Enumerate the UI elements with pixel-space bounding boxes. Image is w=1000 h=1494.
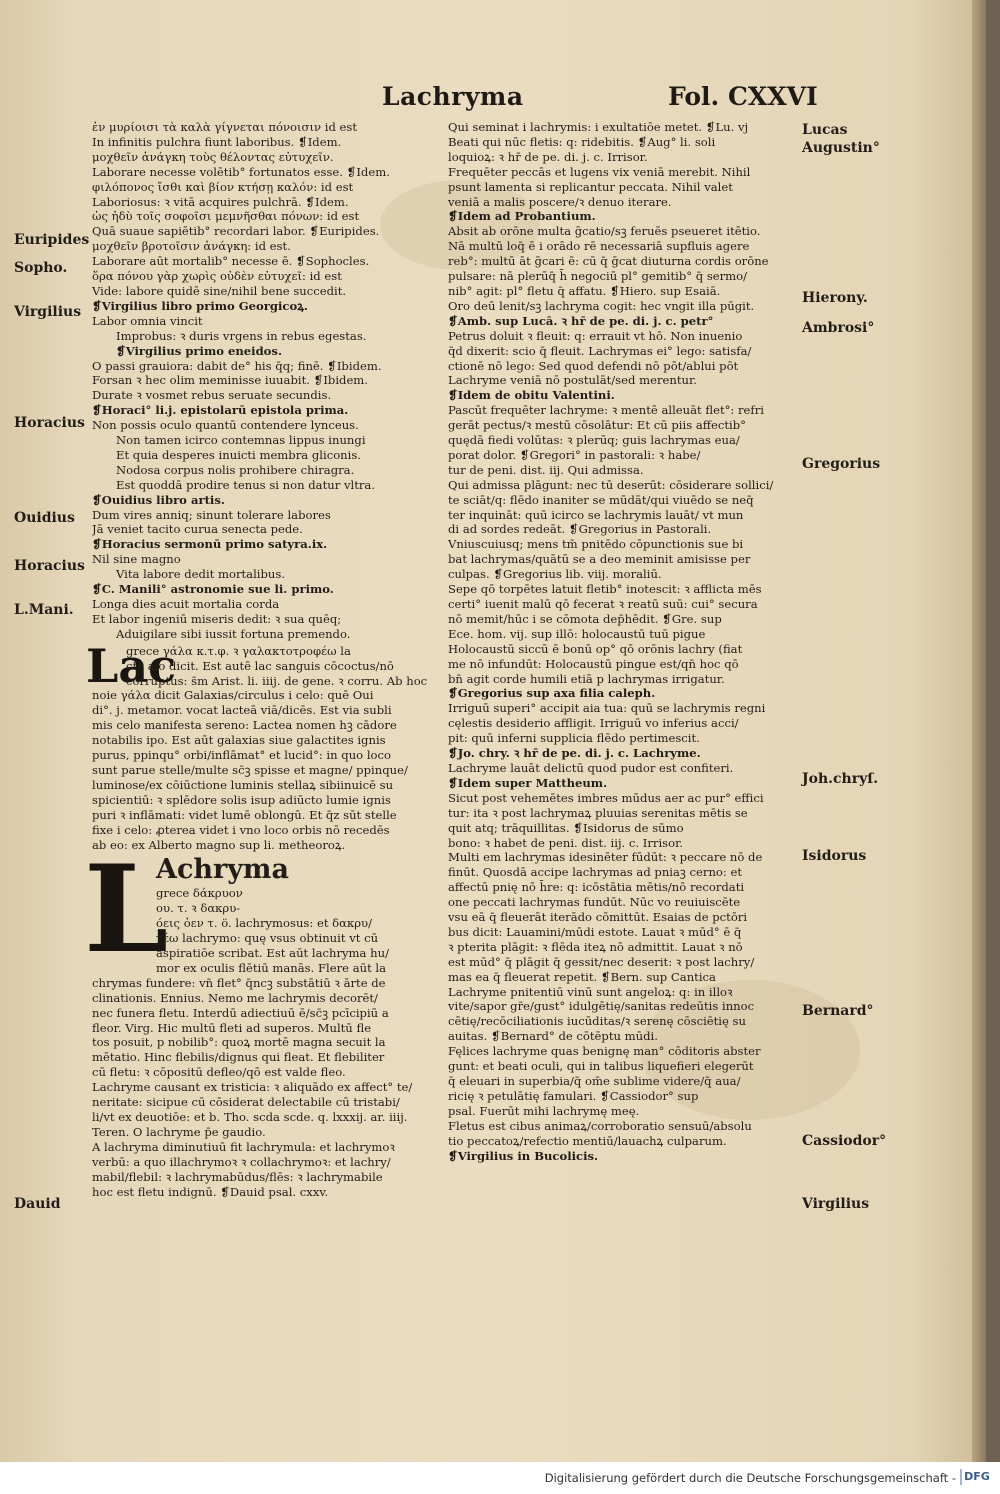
text-line: ὡς ἡδὺ τοῖς σοφοῖσι μεμνῆσθαι πόνων: id est <box>92 209 360 224</box>
text-line: bat lachrymas/quātū se a deo meminit amisisse per <box>448 552 751 567</box>
text-line: veniā a malis poscere/ꝛ denuo iterare. <box>448 194 672 209</box>
text-line: quit atq; trāquillitas. ❡Isidorus de sūmo <box>448 820 684 835</box>
text-line: cte alo dicit. Est autē lac sanguis cōcoctus/nō <box>126 658 394 673</box>
text-line: affectū pnię nō h̄re: q: icōstātia mētis/nō recordati <box>448 880 745 895</box>
text-line: Et quia desperes inuicti membra gliconis. <box>116 447 361 462</box>
text-line: cētię/recōciliationis iucūditas/ꝛ serenę cōsciētię su <box>448 1014 746 1029</box>
text-line: auitas. ❡Bernard° de cōtēptu mūdi. <box>448 1029 658 1044</box>
text-line: Longa dies acuit mortalia corda <box>92 597 280 611</box>
text-line: nō memit/hūc i se cōmota dep̄hēdit. ❡Gre. sup <box>448 611 722 626</box>
text-line: purus, ppinqu° orbi/inflāmat° et lucid°: in quo loco <box>92 748 391 763</box>
text-line: grece δάκρυον <box>156 886 243 901</box>
text-line: pulsare: nā plerūq̄ h̄ negociū pl° gemitib° q̄ sermo/ <box>448 269 748 284</box>
text-line: psunt lamenta si replicantur peccata. Nihil valet <box>448 179 733 194</box>
text-line: mis celo manifesta sereno: Lactea nomen hꝫ cādore <box>92 718 397 733</box>
text-line: porat dolor. ❡Gregori° in pastorali: ꝛ habe/ <box>448 447 701 462</box>
text-line: ❡Idem super Mattheum. <box>448 775 608 790</box>
text-line: verbū: a quo illachrymoꝛ ꝛ collachrymoꝛ: et lachry/ <box>92 1154 391 1169</box>
text-line: Et labor ingeniū miseris dedit: ꝛ sua quēq; <box>92 611 342 626</box>
text-line: Qui admissa plāgunt: nec tū deserūt: cōsiderare sollici/ <box>448 477 774 492</box>
margin-note: L.Mani. <box>14 602 74 618</box>
text-line: mētatio. Hinc flebilis/dignus qui fleat. Et flebiliter <box>92 1050 385 1065</box>
text-line: ❡Amb. sup Lucā. ꝛ hr̄ de pe. di. j. c. petr° <box>448 313 714 328</box>
text-line: Non tamen icirco contemnas lippus inungi <box>116 433 366 448</box>
text-line: Ece. hom. vij. sup illō: holocaustū tuū pigue <box>448 626 706 641</box>
margin-note: Horacius <box>14 415 85 431</box>
text-line: Nodosa corpus nolis prohibere chiragra. <box>116 462 355 477</box>
text-line: tos posuit, p nobilib°: quoꝝ mortē magna secuit la <box>92 1035 386 1050</box>
column-right <box>448 120 798 1163</box>
text-line: mas ea q̄ fleuerat repetit. ❡Bern. sup Cantica <box>448 969 716 984</box>
margin-note: Ouidius <box>14 510 75 526</box>
text-line: fixe i celo: ꝓterea videt i vno loco orbis nō recedēs <box>92 822 390 837</box>
text-line: μοχθεῖν ἀνάγκη τοὺς θέλοντας εὐτυχεῖν. <box>92 149 334 164</box>
text-line: Holocaustū siccū ē bonū op° qō orōnis lachry (fiat <box>448 641 743 656</box>
text-line: culpas. ❡Gregorius lib. viij. moraliū. <box>448 567 662 582</box>
lachryma-headword: Achryma <box>156 854 289 886</box>
margin-note: Ambrosi° <box>802 320 875 336</box>
text-line: χέω lachrymo: quę vsus obtinuit vt cū <box>156 931 379 946</box>
page-edge <box>972 0 986 1462</box>
text-line: Labor omnia vincit <box>92 313 203 328</box>
text-line: hoc est fletu indignū. ❡Dauid psal. cxxv. <box>92 1184 329 1199</box>
text-line: Improbus: ꝛ duris vrgens in rebus egestas. <box>116 328 367 343</box>
margin-note: Hierony. <box>802 290 868 306</box>
text-line: Durate ꝛ vosmet rebus seruate secundis. <box>92 388 332 403</box>
footer-bar <box>0 1462 1000 1494</box>
text-line: tur: ita ꝛ post lachrymaꝝ pluuias serenitas mētis se <box>448 805 748 820</box>
text-line: sunt parue stelle/multe sc̄ꝫ spisse et magne/ ppinque/ <box>92 762 408 777</box>
text-line: ❡Jo. chry. ꝛ hr̄ de pe. di. j. c. Lachryme. <box>448 746 701 761</box>
text-line: fleor. Virg. Hic multū fleti ad superos. Multū fle <box>92 1020 372 1035</box>
margin-note: Cassiodor° <box>802 1133 887 1149</box>
text-line: Fęlices lachryme quas benignę man° cōditoris abster <box>448 1044 761 1059</box>
margin-note: Gregorius <box>802 456 881 472</box>
text-line: φιλόπονος ἴσθι καὶ βίον κτήσῃ καλόν: id est <box>92 179 354 194</box>
text-line: notabilis ipo. Est aūt galaxias siue galactites ignis <box>92 733 386 748</box>
text-line: Qui seminat i lachrymis: i exultatiōe metet. ❡Lu. vj <box>448 120 749 134</box>
text-line: Sicut post vehemētes imbres mūdus aer ac pur° effici <box>448 790 764 805</box>
column-left <box>84 120 444 1199</box>
margin-note: Lucas <box>802 122 848 138</box>
drop-initial-lac: Lac <box>86 638 177 693</box>
text-line: ❡Idem ad Probantium. <box>448 209 596 224</box>
text-line: me nō infundūt: Holocaustū pingue est/qn̄ hoc qō <box>448 656 739 671</box>
text-line: mabil/flebil: ꝛ lachrymabūdus/flēs: ꝛ lachrymabile <box>92 1169 383 1184</box>
text-line: chrymas fundere: vn̄ flet° q̄ncꝫ substātiū ꝛ ārte de <box>92 975 386 990</box>
text-line: corruptus: s̄m Arist. li. iiij. de gene. ꝛ corru. Ab hoc <box>126 673 428 688</box>
text-line: ricię ꝛ petulātię famulari. ❡Cassiodor° sup <box>448 1088 699 1103</box>
margin-note: Isidorus <box>802 848 867 864</box>
running-title: Lachryma <box>382 82 524 111</box>
margin-note: Joh.chryſ. <box>802 771 879 787</box>
text-line: est mūd° q̄ plāgit q̄ gessit/nec deserit: ꝛ post lachry/ <box>448 954 755 969</box>
lac-entry-text <box>92 644 444 853</box>
text-line: όεις ὀεν τ. ö. lachrymosus: et δακρυ/ <box>156 916 372 931</box>
text-line: tur de peni. dist. iij. Qui admissa. <box>448 462 644 477</box>
text-line: Vniuscuiusq; mens tm̄ pnitēdo cōpunctionis sue bi <box>448 537 744 552</box>
text-line: O passi grauiora: dabit de° his q̄q; finē. ❡Ibidem. <box>92 358 382 373</box>
folio-number: Fol. CXXVI <box>668 82 818 111</box>
text-line: ❡Idem de obitu Valentini. <box>448 388 615 403</box>
column-right-text <box>448 120 798 1163</box>
text-line: Nā multū loq̄ ē i orādo rē necessariā supfluis agere <box>448 239 750 254</box>
text-line: Dum vires anniq; sinunt tolerare labores <box>92 507 331 522</box>
text-line: Lachryme causant ex tristicia: ꝛ aliquādo ex affect° te/ <box>92 1080 413 1095</box>
text-line: loquioꝝ: ꝛ hr̄ de pe. di. j. c. Irrisor. <box>448 149 648 164</box>
text-line: Lachryme veniā nō postulāt/sed merentur. <box>448 373 697 388</box>
text-line: mor ex oculis flētiū manās. Flere aūt la <box>156 960 387 975</box>
text-line: noie γάλα dicit Galaxias/circulus i celo: quē Oui <box>92 688 374 703</box>
text-line: Nil sine magno <box>92 552 181 567</box>
text-line: Teren. O lachryme p̄e gaudio. <box>92 1124 266 1139</box>
text-line: te sciāt/q: flēdo inaniter se mūdāt/qui viuēdo se neq̄ <box>448 492 754 507</box>
text-line: cū fletu: ꝛ cōpositū defleo/qō est valde fleo. <box>92 1065 346 1080</box>
text-line: Multi em lachrymas idesinēter fūdūt: ꝛ peccare nō de <box>448 850 763 865</box>
text-line: di°. j. metamor. vocat lacteā viā/dicēs. Est via subli <box>92 703 392 718</box>
text-line: ❡Horacius sermonū primo satyra.ix. <box>92 537 328 552</box>
text-line: Beati qui nūc fletis: q: ridebitis. ❡Aug° li. soli <box>448 134 716 149</box>
text-line: Quā suaue sapiētib° recordari labor. ❡Euripides. <box>92 224 380 239</box>
text-line: clinationis. Ennius. Nemo me lachrymis decorēt/ <box>92 990 378 1005</box>
margin-note: Horacius <box>14 558 85 574</box>
lac-entry <box>86 638 444 853</box>
text-line: Non possis oculo quantū contendere lynceus. <box>92 418 359 433</box>
text-line: Laborare necesse volētib° fortunatos esse. ❡Idem. <box>92 164 390 179</box>
text-line: Fletus est cibus animaꝝ/corroboratio sensuū/absolu <box>448 1118 752 1133</box>
text-line: bus dicit: Lauamini/mūdi estote. Lauat ꝛ mūd° ē q̄ <box>448 924 742 939</box>
text-line: gunt: et beati oculi, qui in talibus liquefieri elegerūt <box>448 1059 754 1074</box>
text-line: ❡Virgilius libro primo Georgicoꝝ. <box>92 298 308 313</box>
text-line: μοχθεῖν βροτοῖσιν ἀνάγκη: id est. <box>92 239 291 254</box>
text-line: neritate: sicipue cū cōsiderat delectabile cū tristabi/ <box>92 1095 400 1110</box>
text-line: In infinitis pulchra fiunt laboribus. ❡Idem. <box>92 134 342 149</box>
text-line: one peccati lachrymas fundūt. Nūc vo reuiuiscēte <box>448 895 741 910</box>
text-line: certi° iuenit malū qō fecerat ꝛ reatū suū: cui° secura <box>448 597 758 611</box>
text-line: grece γάλα κ.τ.φ. ꝛ γαλακτοτροφέω la <box>126 643 351 658</box>
text-line: aspiratiōe scribat. Est aūt lachryma hu/ <box>156 946 389 961</box>
text-line: ctionē nō lego: Sed quod defendi nō pōt/ablui pōt <box>448 358 739 373</box>
text-line: Pascūt frequēter lachryme: ꝛ mentē alleuāt flet°: refri <box>448 403 764 418</box>
text-line: ὅρα πόνου γὰρ χωρὶς οὐδὲν εὐτυχεῖ: id est <box>92 269 342 284</box>
text-line: Irriguū superi° accipit aia tua: quū se lachrymis regni <box>448 701 766 716</box>
text-line: ❡Virgilius in Bucolicis. <box>448 1148 599 1163</box>
margin-note: Dauid <box>14 1196 61 1212</box>
text-line: q̄ eleuari in superbia/q̄ om̄e sublime videre/q̄ aua/ <box>448 1074 741 1088</box>
margin-note: Augustin° <box>802 140 880 156</box>
text-line: Est quoddā prodire tenus si non datur vltra. <box>116 477 376 492</box>
text-line: Aduigilare sibi iussit fortuna premendo. <box>116 626 351 641</box>
text-line: vite/sapor gr̄e/gust° idulgētię/sanitas redeūtis innoc <box>448 999 755 1014</box>
text-line: ꝛ pterita plāgit: ꝛ flēda iteꝝ nō admittit. Lauat ꝛ nō <box>448 939 743 954</box>
text-line: cęlestis desiderio affligit. Irriguū vo inferius acci/ <box>448 716 739 731</box>
text-line: ἐν μυρίοισι τὰ καλὰ γίγνεται πόνοισιν id est <box>92 120 358 134</box>
dfg-logo: DFG <box>960 1469 992 1485</box>
text-line: Laboriosus: ꝛ vitā acquires pulchrā. ❡Idem. <box>92 194 349 209</box>
margin-note: Virgilius <box>14 304 82 320</box>
text-line: finūt. Quosdā accipe lachrymas ad pniaꝫ cerno: et <box>448 865 742 880</box>
text-line: luminose/ex cōiūctione luminis stellaꝝ sibiinuicē su <box>92 777 394 792</box>
text-line: Laborare aūt mortalib° necesse ē. ❡Sophocles. <box>92 254 370 269</box>
text-line: bn̄ agit corde humili etiā p lachrymas irrigatur. <box>448 671 725 686</box>
margin-note: Euripides <box>14 232 90 248</box>
margin-note: Bernard° <box>802 1003 874 1019</box>
text-line: q̄d dixerit: scio q̄ fleuit. Lachrymas ei° lego: satisfa/ <box>448 343 752 358</box>
text-line: ❡C. Manili° astronomie sue li. primo. <box>92 582 334 597</box>
text-line: di ad sordes redeāt. ❡Gregorius in Pastorali. <box>448 522 712 537</box>
text-line: ❡Horaci° li.j. epistolarū epistola prima. <box>92 403 349 418</box>
text-line: psal. Fuerūt mihi lachrymę meę. <box>448 1103 640 1118</box>
text-line: gerāt pectus/ꝛ mestū cōsolātur: Et cū piis affectib° <box>448 418 746 433</box>
text-line: ❡Ouidius libro artis. <box>92 492 225 507</box>
text-line: Frequēter peccās et lugens vix veniā merebit. Nihil <box>448 164 751 179</box>
text-line: Vita labore dedit mortalibus. <box>116 567 286 582</box>
text-line: A lachryma diminutiuū fit lachrymula: et lachrymoꝛ <box>92 1139 395 1154</box>
text-line: vsu eā q̄ fleuerāt iterādo cōmittūt. Esaias de pctōri <box>448 910 748 925</box>
text-line: Oro deū lenit/sꝫ lachryma cogit: hec vngit illa pūgit. <box>448 298 755 313</box>
margin-note: Sopho. <box>14 260 68 276</box>
text-line: spicientiū: ꝛ splēdore solis isup adiūcto lumie ignis <box>92 792 391 807</box>
text-line: ❡Gregorius sup axa filia caleph. <box>448 686 656 701</box>
text-line: Lachryme lauāt delictū quod pudor est confiteri. <box>448 760 734 775</box>
text-line: reb°: multū āt ḡcari ē: cū q̄ ḡcat diuturna cordis orōne <box>448 254 769 269</box>
text-line: Absit ab orōne multa ḡcatio/sꝫ feruēs pseueret itētio. <box>448 224 761 239</box>
quotations-block <box>92 120 444 642</box>
text-line: nib° agit: pl° fletu q̄ affatu. ❡Hiero. sup Esaiā. <box>448 283 721 298</box>
page-header <box>0 82 986 122</box>
text-line: Petrus doluit ꝛ fleuit: q: errauit vt hō. Non inuenio <box>448 328 743 343</box>
text-line: ❡Virgilius primo eneidos. <box>116 343 282 358</box>
text-line: nec funera fletu. Interdū adiectiuū ē/sc̄ꝫ pcīcipiū a <box>92 1005 389 1020</box>
text-line: Jā veniet tacito curua senecta pede. <box>92 522 303 537</box>
margin-note: Virgilius <box>802 1196 870 1212</box>
text-line: pit: quū inferni supplicia flēdo pertimescit. <box>448 731 700 746</box>
footer-credit: Digitalisierung gefördert durch die Deutsche Forschungsgemeinschaft - <box>544 1471 956 1485</box>
text-line: tio peccatoꝝ/refectio mentiū/lauachꝝ culparum. <box>448 1133 727 1148</box>
text-line: puri ꝛ inflāmati: videt lumē oblongū. Et q̄z sūt stelle <box>92 807 397 822</box>
text-line: Lachryme pnitentiū vinū sunt angeloꝝ: q: in illoꝛ <box>448 984 733 999</box>
drop-initial-L: L <box>84 839 169 981</box>
text-line: li/vt ex deuotiōe: et b. Tho. scda scde. q. lxxxij. ar. iiij. <box>92 1110 408 1124</box>
text-line: bono: ꝛ habet de peni. dist. iij. c. Irrisor. <box>448 835 684 850</box>
text-line: Vide: labore quidē sine/nihil bene succedit. <box>92 283 347 298</box>
text-line: ου. τ. ꝛ δακρυ- <box>156 901 241 916</box>
text-line: quędā fiedi volūtas: ꝛ plerūq; guis lachrymas eua/ <box>448 433 740 448</box>
text-line: ter inquināt: quū icirco se lachrymis lauāt/ vt mun <box>448 507 744 522</box>
text-line: Forsan ꝛ hec olim meminisse iuuabit. ❡Ibidem. <box>92 373 368 388</box>
text-line: Sepe qō torpētes latuit fletib° inotescit: ꝛ afflicta mēs <box>448 582 762 597</box>
text-line: ab eo: ex Alberto magno sup li. metheoroꝝ. <box>92 837 346 852</box>
